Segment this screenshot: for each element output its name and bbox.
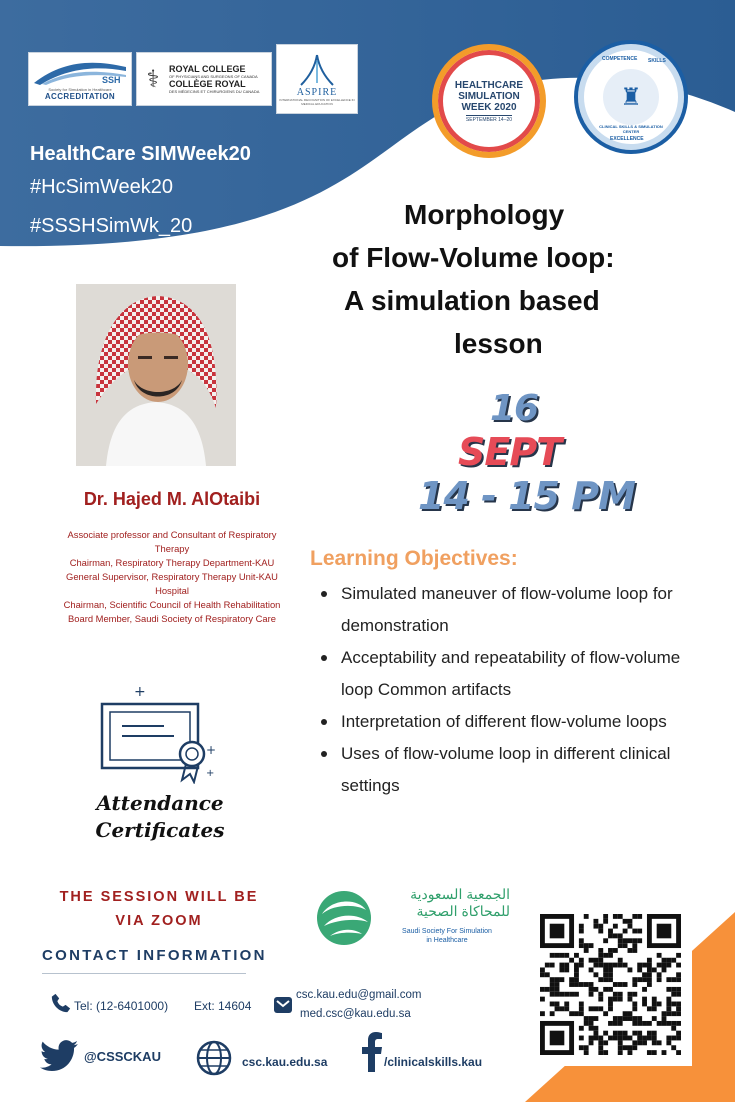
csc-ring-skills: SKILLS <box>648 58 666 64</box>
ssfs-emblem-icon <box>312 888 376 948</box>
session-day: 16 <box>490 388 539 429</box>
simweek-line1: HEALTHCARE <box>454 79 524 91</box>
lesson-title-line: lesson <box>454 328 543 359</box>
certificate-line: Attendance <box>96 791 224 815</box>
svg-text:+: + <box>134 684 146 700</box>
lesson-title <box>318 193 728 365</box>
phone-icon <box>50 992 72 1014</box>
aspire-name: ASPIRE <box>296 86 338 98</box>
speaker-name: Dr. Hajed M. AlOtaibi <box>83 489 261 509</box>
aspire-logo <box>276 44 358 114</box>
ssfs-english-line1: Saudi Society For Simulation <box>402 928 492 935</box>
bio-line: General Supervisor, Respiratory Therapy Unit-KAU Hospital <box>66 571 278 596</box>
bio-line: Associate professor and Consultant of Respiratory Therapy <box>67 529 277 554</box>
bio-line: Chairman, Respiratory Therapy Department-KAU <box>69 557 275 568</box>
session-zoom-note <box>30 885 288 933</box>
ssfs-arabic-line1: الجمعية السعودية <box>410 886 510 902</box>
simweek-line3: WEEK 2020 <box>461 101 517 113</box>
objective-item: Acceptability and repeatability of flow-volume loop Common artifacts <box>318 642 698 706</box>
csc-ring-competence: COMPETENCE <box>602 56 638 62</box>
certificate-icon <box>94 684 224 784</box>
contact-facebook[interactable]: /clinicalskills.kau <box>384 1055 483 1069</box>
hashtag-hcsimweek: #HcSimWeek20 <box>30 176 174 198</box>
simweek-line2: SIMULATION <box>458 90 520 102</box>
qr-code[interactable] <box>540 914 681 1055</box>
royal-college-logo <box>136 52 272 106</box>
contact-divider <box>42 973 246 974</box>
ssh-acronym: SSH <box>102 75 121 85</box>
objective-item: Simulated maneuver of flow-volume loop for demonstration <box>318 578 698 642</box>
speaker-bio <box>52 528 292 626</box>
objectives-title: Learning Objectives: <box>310 547 518 570</box>
contact-email-kau[interactable]: med.csc@kau.edu.sa <box>300 1008 411 1020</box>
globe-icon <box>196 1040 232 1076</box>
ssfs-english-line2: in Healthcare <box>426 937 468 944</box>
royal-college-line3: COLLÈGE ROYAL <box>169 79 246 89</box>
speaker-photo <box>76 284 236 466</box>
contact-phone[interactable]: Tel: (12-6401000) <box>74 999 169 1013</box>
lesson-title-line: Morphology <box>404 199 565 230</box>
bio-line: Board Member, Saudi Society of Respiratory Care <box>68 613 276 624</box>
attendance-certificates-label <box>86 790 234 844</box>
svg-text:+: + <box>206 743 217 757</box>
objectives-list <box>318 578 698 802</box>
contact-twitter-handle[interactable]: @CSSCKAU <box>84 1049 161 1064</box>
royal-college-line2: OF PHYSICIANS AND SURGEONS OF CANADA <box>169 74 258 79</box>
event-title: HealthCare SIMWeek20 <box>30 143 251 165</box>
contact-title: CONTACT INFORMATION <box>42 947 267 964</box>
ssfs-arabic-line2: للمحاكاة الصحية <box>416 903 510 919</box>
zoom-note-line: VIA ZOOM <box>115 913 203 929</box>
simulation-week-logo <box>432 44 546 158</box>
twitter-icon <box>40 1040 78 1072</box>
session-time: 14 - 15 PM <box>418 474 635 518</box>
objective-item: Interpretation of different flow-volume loops <box>318 706 698 738</box>
certificate-line: Certificates <box>95 818 225 842</box>
aspire-spire-icon <box>297 53 337 87</box>
simweek-dates: SEPTEMBER 14–20 <box>465 116 513 123</box>
caduceus-icon: ⚕ <box>146 65 160 93</box>
ssfs-english-name <box>384 927 510 945</box>
csc-emblem-icon: ♜ <box>603 69 659 125</box>
zoom-note-line: THE SESSION WILL BE <box>59 889 259 905</box>
contact-website[interactable]: csc.kau.edu.sa <box>242 1055 328 1069</box>
contact-email-gmail[interactable]: csc.kau.edu@gmail.com <box>296 989 422 1001</box>
royal-college-line4: DES MÉDECINS ET CHIRURGIENS DU CANADA <box>169 89 260 94</box>
email-icon <box>274 997 292 1013</box>
bio-line: Chairman, Scientific Council of Health Rehabilitation <box>63 599 281 610</box>
lesson-title-line: A simulation based <box>344 285 600 316</box>
csc-ring-excellence: EXCELLENCE <box>610 136 644 142</box>
csc-ring-name: CLINICAL SKILLS & SIMULATION CENTER <box>599 124 663 134</box>
ssh-accreditation-logo <box>28 52 132 106</box>
ssh-swoosh-icon <box>32 57 128 87</box>
svg-text:+: + <box>206 768 215 779</box>
ssh-accreditation-label: ACCREDITATION <box>44 92 116 101</box>
ssh-tagline: Society for Simulation in Healthcare <box>48 87 112 92</box>
objective-item: Uses of flow-volume loop in different clinical settings <box>318 738 698 802</box>
hashtag-ssshsimwk: #SSSHSimWk_20 <box>30 215 193 237</box>
facebook-icon <box>362 1032 382 1072</box>
royal-college-line1: ROYAL COLLEGE <box>169 64 246 74</box>
contact-extension: Ext: 14604 <box>194 999 252 1013</box>
lesson-title-line: of Flow-Volume loop: <box>332 242 615 273</box>
clinical-skills-center-logo <box>574 40 688 154</box>
session-month: SEPT <box>458 430 562 474</box>
aspire-tagline: INTERNATIONAL RECOGNITION OF EXCELLENCE IN MEDICAL EDUCATION <box>279 97 355 106</box>
saudi-society-simulation-logo <box>312 886 512 952</box>
